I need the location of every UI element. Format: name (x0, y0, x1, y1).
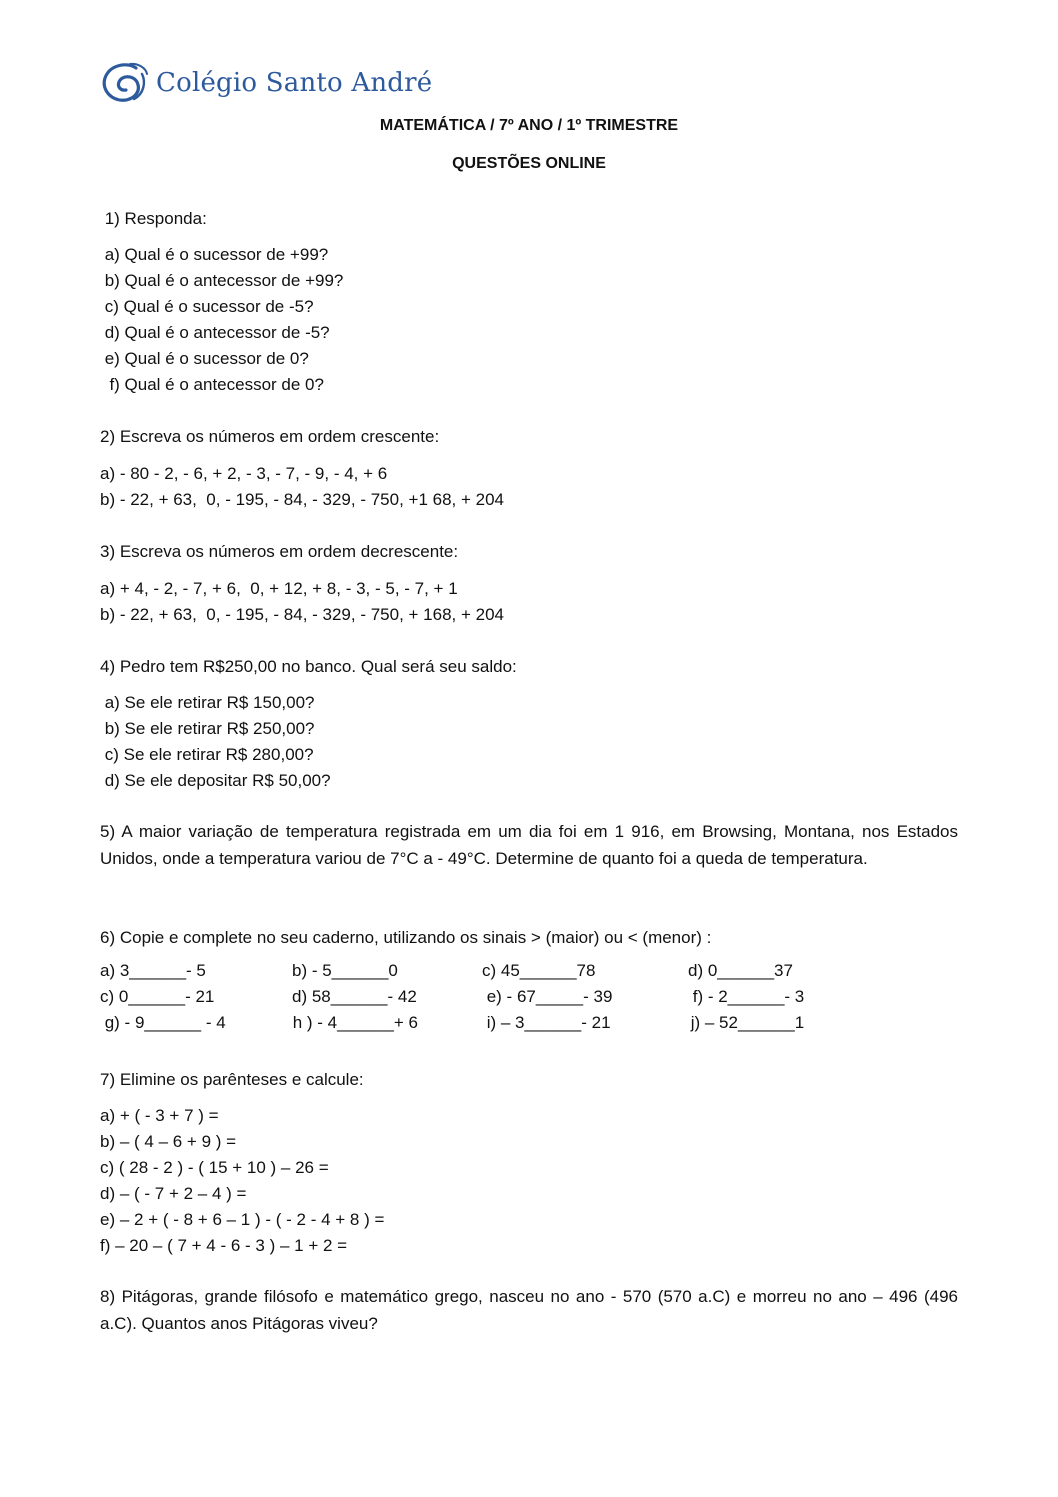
question-4-item-a: a) Se ele retirar R$ 150,00? (100, 693, 315, 712)
comparison-item: h ) - 4______+ 6 (288, 1013, 418, 1032)
question-7-item-a: a) + ( - 3 + 7 ) = (100, 1106, 219, 1125)
page-title: MATEMÁTICA / 7º ANO / 1º TRIMESTRE (379, 117, 679, 134)
question-7-prompt: 7) Elimine os parênteses e calcule: (100, 1070, 364, 1089)
question-7-item-d: d) – ( - 7 + 2 – 4 ) = (100, 1184, 247, 1203)
question-2-prompt: 2) Escreva os números em ordem crescente: (100, 427, 440, 446)
question-7-item-c: c) ( 28 - 2 ) - ( 15 + 10 ) – 26 = (100, 1158, 329, 1177)
page-subtitle: QUESTÕES ONLINE (452, 155, 606, 172)
question-6-row (100, 1013, 958, 1039)
question-4-item-b: b) Se ele retirar R$ 250,00? (100, 719, 315, 738)
comparison-item: d) 58______- 42 (292, 987, 417, 1006)
question-1-item-a: a) Qual é o sucessor de +99? (100, 245, 329, 264)
swirl-logo-icon (100, 60, 152, 106)
school-logo (100, 60, 432, 106)
school-name: Colégio Santo André (156, 68, 433, 98)
question-4-item-c: c) Se ele retirar R$ 280,00? (100, 745, 314, 764)
question-6-row (100, 961, 958, 987)
question-1-item-e: e) Qual é o sucessor de 0? (100, 349, 309, 368)
comparison-item: b) - 5______0 (292, 961, 398, 980)
comparison-item: j) – 52______1 (686, 1013, 805, 1032)
question-6-row (100, 987, 958, 1013)
question-1-item-c: c) Qual é o sucessor de -5? (100, 297, 314, 316)
comparison-item: c) 45______78 (482, 961, 596, 980)
question-1-item-b: b) Qual é o antecessor de +99? (100, 271, 344, 290)
question-3-prompt: 3) Escreva os números em ordem decrescente: (100, 542, 459, 561)
comparison-item: e) - 67_____- 39 (482, 987, 613, 1006)
question-3-item-b: b) - 22, + 63, 0, - 195, - 84, - 329, - 750, + 168, + 204 (100, 605, 505, 624)
question-1-item-d: d) Qual é o antecessor de -5? (100, 323, 330, 342)
question-1-item-f: f) Qual é o antecessor de 0? (100, 375, 324, 394)
question-2-item-b: b) - 22, + 63, 0, - 195, - 84, - 329, - 750, +1 68, + 204 (100, 490, 505, 509)
comparison-item: g) - 9______ - 4 (100, 1013, 226, 1032)
comparison-item: f) - 2______- 3 (688, 987, 805, 1006)
question-7-item-b: b) – ( 4 – 6 + 9 ) = (100, 1132, 237, 1151)
question-5-text: 5) A maior variação de temperatura registrada em um dia foi em 1 916, em Browsing, Montana, nos Estados Unidos, onde a temperatura variou de 7°C a - 49°C. Determine de quanto foi a queda de temperatura. (100, 822, 958, 868)
question-7-item-e: e) – 2 + ( - 8 + 6 – 1 ) - ( - 2 - 4 + 8 ) = (100, 1210, 385, 1229)
question-4-prompt: 4) Pedro tem R$250,00 no banco. Qual será seu saldo: (100, 657, 517, 676)
question-6-prompt: 6) Copie e complete no seu caderno, utilizando os sinais > (maior) ou < (menor) : (100, 928, 712, 947)
question-8-text: 8) Pitágoras, grande filósofo e matemático grego, nasceu no ano - 570 (570 a.C) e morreu no ano – 496 (496 a.C). Quantos anos Pitágoras viveu? (100, 1287, 958, 1333)
comparison-item: i) – 3______- 21 (482, 1013, 611, 1032)
question-1-prompt: 1) Responda: (100, 209, 207, 228)
comparison-item: a) 3______- 5 (100, 961, 206, 980)
question-4-item-d: d) Se ele depositar R$ 50,00? (100, 771, 331, 790)
question-7-item-f: f) – 20 – ( 7 + 4 - 6 - 3 ) – 1 + 2 = (100, 1236, 348, 1255)
question-3-item-a: a) + 4, - 2, - 7, + 6, 0, + 12, + 8, - 3, - 5, - 7, + 1 (100, 579, 458, 598)
comparison-item: c) 0______- 21 (100, 987, 215, 1006)
comparison-item: d) 0______37 (688, 961, 793, 980)
question-2-item-a: a) - 80 - 2, - 6, + 2, - 3, - 7, - 9, - 4, + 6 (100, 464, 388, 483)
